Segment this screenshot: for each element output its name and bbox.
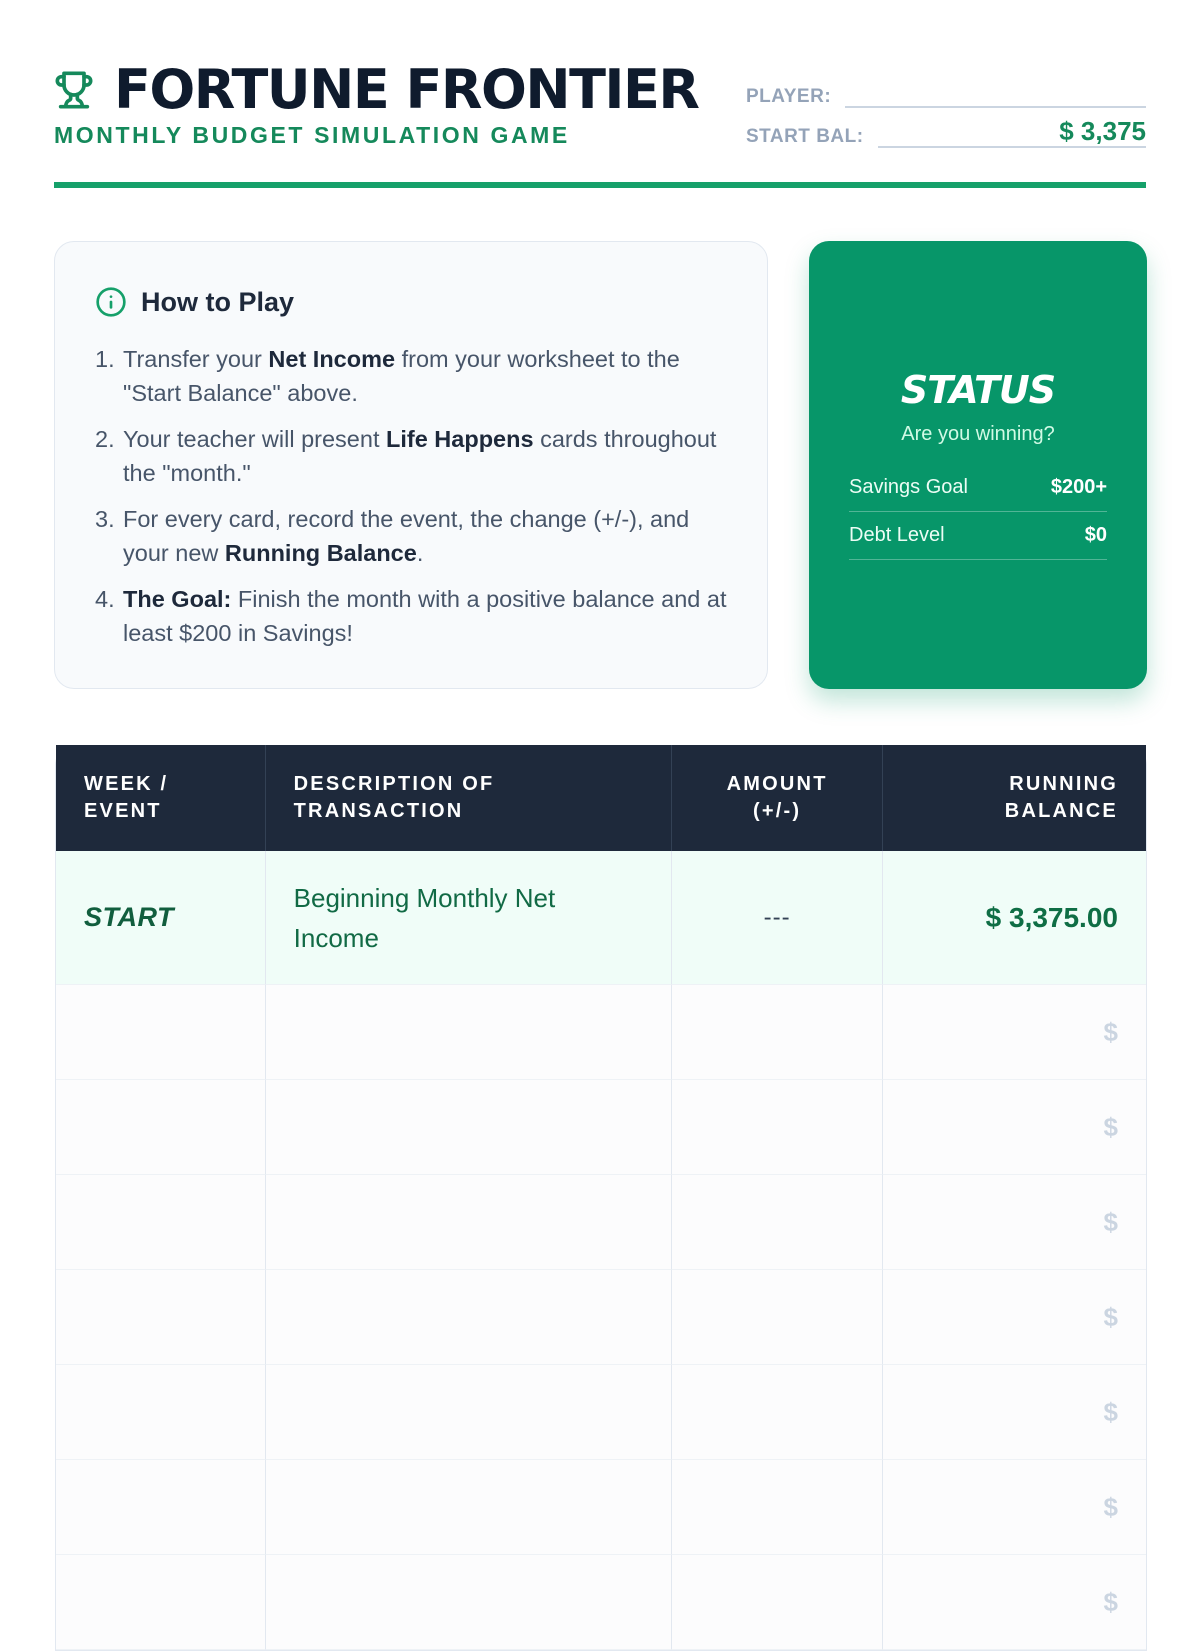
start-balance-row	[746, 108, 1146, 148]
player-label: PLAYER:	[746, 86, 832, 107]
instruction-step	[95, 502, 727, 570]
table-row	[56, 1270, 1146, 1365]
instruction-step	[95, 342, 727, 410]
cell-event-input[interactable]	[56, 1175, 266, 1270]
cell-amount-input[interactable]	[672, 985, 884, 1080]
step-text: Transfer your Net Income from your worksheet to the "Start Balance" above.	[123, 346, 680, 406]
step-number: 2.	[95, 426, 115, 452]
instruction-step	[95, 582, 727, 650]
cell-balance-input[interactable]	[883, 1175, 1146, 1270]
instruction-list	[95, 342, 727, 650]
cell-balance-input[interactable]	[883, 985, 1146, 1080]
how-to-play-card	[54, 241, 768, 689]
start-balance-value: $ 3,375	[1059, 116, 1146, 146]
cell-event-input[interactable]	[56, 1270, 266, 1365]
column-header-running-balance: RUNNING BALANCE	[883, 745, 1146, 851]
step-number: 1.	[95, 346, 115, 372]
dollar-sign: $	[1103, 1111, 1118, 1142]
step-text: Your teacher will present Life Happens cards throughout the "month."	[123, 426, 717, 486]
status-row-label: Debt Level	[849, 524, 945, 546]
start-description: Beginning Monthly Net Income	[293, 882, 556, 953]
start-event-label: START	[84, 902, 174, 932]
start-amount: ---	[763, 903, 791, 931]
cell-amount-input[interactable]	[672, 1080, 884, 1175]
cell-amount-input[interactable]	[672, 1365, 884, 1460]
how-to-play-title: How to Play	[141, 286, 295, 317]
start-balance-label: START BAL:	[746, 126, 864, 147]
dollar-sign: $	[1103, 1206, 1118, 1237]
step-number: 3.	[95, 506, 115, 532]
cell-balance-input[interactable]	[883, 1080, 1146, 1175]
cell-description	[266, 851, 672, 985]
cell-description-input[interactable]	[266, 1270, 672, 1365]
status-row-debt-level	[849, 512, 1107, 560]
cell-event-input[interactable]	[56, 1365, 266, 1460]
cell-balance-input[interactable]	[883, 1555, 1146, 1650]
table-row	[56, 1460, 1146, 1555]
info-icon	[95, 286, 127, 318]
player-field[interactable]	[845, 78, 1146, 108]
cell-amount-input[interactable]	[672, 1270, 884, 1365]
column-header-amount: AMOUNT (+/-)	[672, 745, 884, 851]
page-subtitle: MONTHLY BUDGET SIMULATION GAME	[54, 122, 570, 148]
cell-balance	[883, 851, 1146, 985]
cell-description-input[interactable]	[266, 1460, 672, 1555]
dollar-sign: $	[1103, 1491, 1118, 1522]
cell-description-input[interactable]	[266, 1175, 672, 1270]
status-row-label: Savings Goal	[849, 476, 968, 498]
cell-description-input[interactable]	[266, 985, 672, 1080]
column-header-description: DESCRIPTION OF TRANSACTION	[266, 745, 672, 851]
dollar-sign: $	[1103, 1016, 1118, 1047]
player-row	[746, 68, 1146, 108]
cell-event-input[interactable]	[56, 1080, 266, 1175]
status-row-value: $200+	[1050, 476, 1107, 498]
transaction-ledger	[55, 745, 1147, 1651]
start-balance: $ 3,375.00	[985, 901, 1118, 933]
column-header-week-event: WEEK / EVENT	[56, 745, 266, 851]
cell-event-input[interactable]	[56, 1555, 266, 1650]
cell-amount	[672, 851, 884, 985]
dollar-sign: $	[1103, 1301, 1118, 1332]
cell-description-input[interactable]	[266, 1080, 672, 1175]
cell-event-input[interactable]	[56, 985, 266, 1080]
step-text: For every card, record the event, the change (+/-), and your new Running Balance.	[123, 506, 690, 566]
step-text: The Goal: Finish the month with a positive balance and at least $200 in Savings!	[123, 586, 727, 646]
brand	[54, 60, 698, 149]
cell-event	[56, 851, 266, 985]
start-balance-field[interactable]	[878, 118, 1146, 148]
dollar-sign: $	[1103, 1396, 1118, 1427]
table-row	[56, 1175, 1146, 1270]
player-meta	[746, 68, 1146, 148]
instruction-step	[95, 422, 727, 490]
page-title: FORTUNE FRONTIER	[114, 58, 699, 121]
table-row	[56, 1080, 1146, 1175]
status-row-value: $0	[1084, 524, 1107, 546]
cell-description-input[interactable]	[266, 1555, 672, 1650]
status-row-savings-goal	[849, 464, 1107, 512]
trophy-icon	[54, 70, 94, 110]
status-card	[809, 241, 1147, 689]
table-row	[56, 985, 1146, 1080]
cell-amount-input[interactable]	[672, 1175, 884, 1270]
ledger-header-row	[56, 745, 1146, 851]
cell-amount-input[interactable]	[672, 1555, 884, 1650]
table-row-start	[56, 851, 1146, 985]
dollar-sign: $	[1103, 1586, 1118, 1617]
cell-description-input[interactable]	[266, 1365, 672, 1460]
table-row	[56, 1555, 1146, 1650]
cell-balance-input[interactable]	[883, 1270, 1146, 1365]
step-number: 4.	[95, 586, 115, 612]
cell-balance-input[interactable]	[883, 1460, 1146, 1555]
page-header	[54, 60, 1146, 188]
table-row	[56, 1365, 1146, 1460]
cell-amount-input[interactable]	[672, 1460, 884, 1555]
status-subtitle: Are you winning?	[901, 423, 1055, 445]
cell-balance-input[interactable]	[883, 1365, 1146, 1460]
cell-event-input[interactable]	[56, 1460, 266, 1555]
status-title: STATUS	[900, 368, 1056, 412]
